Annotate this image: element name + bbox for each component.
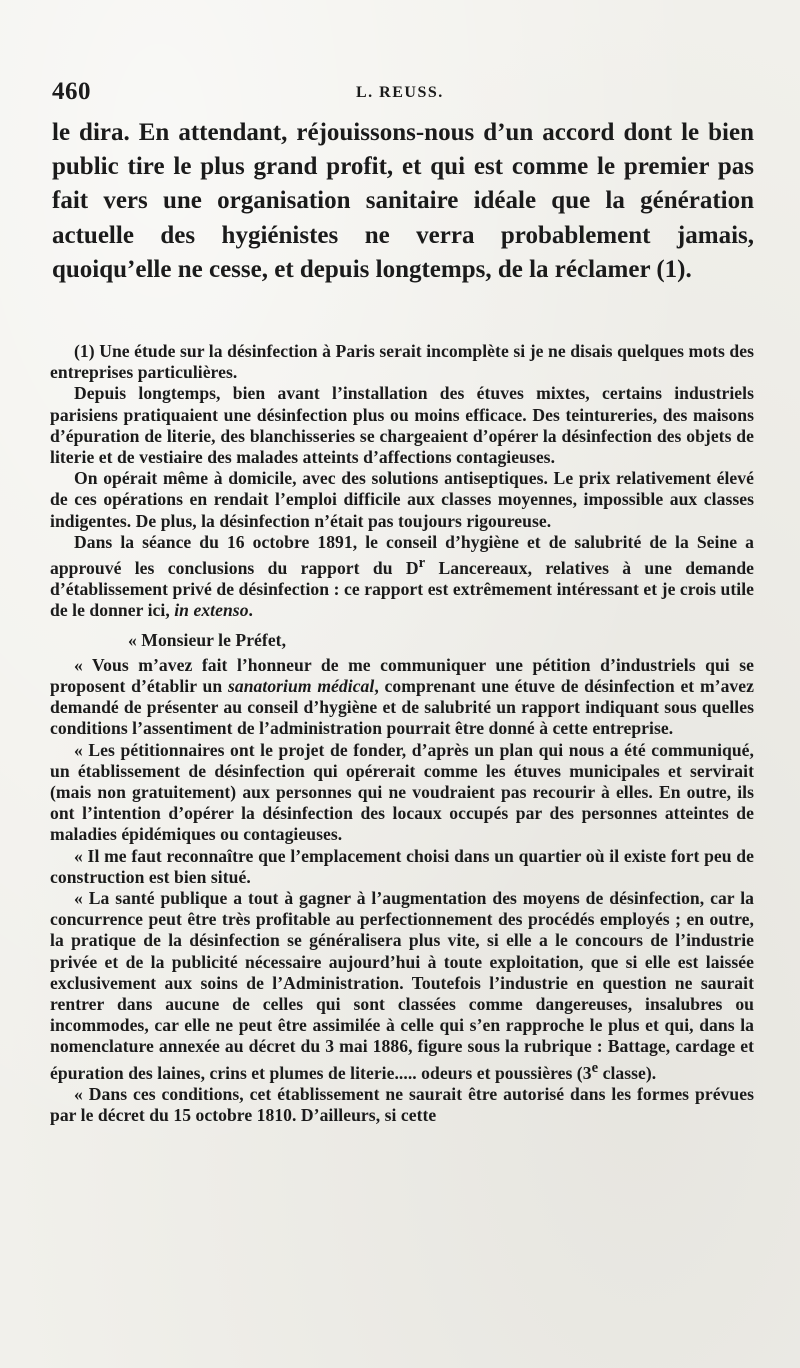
quote-paragraph-4-text-a: « La santé publique a tout à gagner à l’augmentation des moyens de désinfection, car la concurrence peut être très profitable au perfectionnement des procédés employés ; en outre, la pratique de la désinfection se généralisera plus vite, si elle a le concours de l’industrie privée et de la publicité nécessaire aujourd’hui à toute exploitation, que si elle est laissée exclusivement aux soins de l’Administration. Toutefois l’industrie en question ne saurait rentrer dans aucune de celles qui sont classées comme dangereuses, insalubres ou incommodes, car elle ne peut être assimilée à celle qui s’en rapproche le plus et qui, dans la nomenclature annexée au décret du 3 mai 1886, figure sous la rubrique : Battage, cardage et épuration des laines, crins et plumes de literie..... odeurs et poussières (3: [50, 887, 754, 1083]
quote-paragraph-4-text-b: classe).: [598, 1062, 657, 1083]
quote-paragraph-1-text-a: « Vous m’avez fait l’honneur de me communiquer une pétition d’industriels qui se proposent d’établir un: [50, 654, 754, 696]
footnote-paragraph-3: On opérait même à domicile, avec des solutions antiseptiques. Le prix relativement élevé de ces opérations en rendait l’emploi difficile aux classes moyennes, impossible aux classes indigentes. De plus, la désinfection n’était pas toujours rigoureuse.: [50, 468, 754, 531]
page-number: 460: [52, 78, 91, 105]
running-head: L. REUSS.: [356, 84, 444, 101]
quote-paragraph-1: [50, 655, 754, 740]
letter-salutation: « Monsieur le Préfet,: [128, 629, 287, 650]
footnote-paragraph-4-text-a: Dans la séance du 16 octobre 1891, le conseil d’hygiène et de salubrité de la Seine a approuvé les conclusions du rapport du D: [50, 531, 754, 578]
footnote-paragraph-4: [50, 532, 754, 622]
quote-paragraph-2: « Les pétitionnaires ont le projet de fonder, d’après un plan qui nous a été communiqué, un établissement de désinfection qui opérerait comme les étuves municipales et servirait (mais non gratuitement) aux personnes qui ne voudraient pas recourir à elles. En outre, ils ont l’intention d’opérer la désinfection des locaux occupés par des personnes atteintes de maladies épidémiques ou contagieuses.: [50, 739, 754, 845]
footnote: [50, 341, 754, 1126]
quote-paragraph-4: [50, 888, 754, 1084]
page-header: [52, 78, 752, 112]
superscript-e: e: [591, 1059, 599, 1076]
quote-paragraph-5: « Dans ces conditions, cet établissement ne saurait être autorisé dans les formes prévues par le décret du 15 octobre 1810. D’ailleurs, si cette: [50, 1083, 754, 1125]
italic-in-extenso: in extenso: [174, 600, 249, 621]
main-body-text: [52, 116, 754, 287]
footnote-paragraph-1: (1) Une étude sur la désinfection à Paris serait incomplète si je ne disais quelques mots des entreprises particulières.: [50, 341, 754, 383]
superscript-r: r: [418, 555, 426, 572]
footnote-paragraph-2: Depuis longtemps, bien avant l’installation des étuves mixtes, certains industriels parisiens pratiquaient une désinfection plus ou moins efficace. Des teintureries, des maisons d’épuration de literie, des blanchisseries se chargeaient d’opérer la désinfection des objets de literie et de vestiaire des malades atteints d’affections contagieuses.: [50, 383, 754, 468]
quote-paragraph-1-text-b: , comprenant une étuve de désinfection et m’avez demandé de présenter au conseil d’hygiène et de salubrité un rapport indiquant sous quelles conditions l’assentiment de l’administration pourrait être donné à cette entreprise.: [50, 675, 754, 739]
main-paragraph: le dira. En attendant, réjouissons-nous d’un accord dont le bien public tire le plus grand profit, et qui est comme le premier pas fait vers une organisation sanitaire idéale que la génération actuelle des hygiénistes ne verra probablement jamais, quoiqu’elle ne cesse, et depuis longtemps, de la réclamer (1).: [52, 119, 754, 283]
quote-paragraph-3: « Il me faut reconnaître que l’emplacement choisi dans un quartier où il existe fort peu de construction est bien situé.: [50, 845, 754, 887]
footnote-paragraph-4-text-b: Lancereaux, relatives à une demande d’établissement privé de désinfection : ce rapport est extrêmement intéressant et je crois utile de le donner ici,: [50, 557, 755, 621]
footnote-paragraph-4-end: .: [248, 600, 253, 621]
italic-sanatorium-medical: sanatorium médical: [227, 675, 375, 696]
